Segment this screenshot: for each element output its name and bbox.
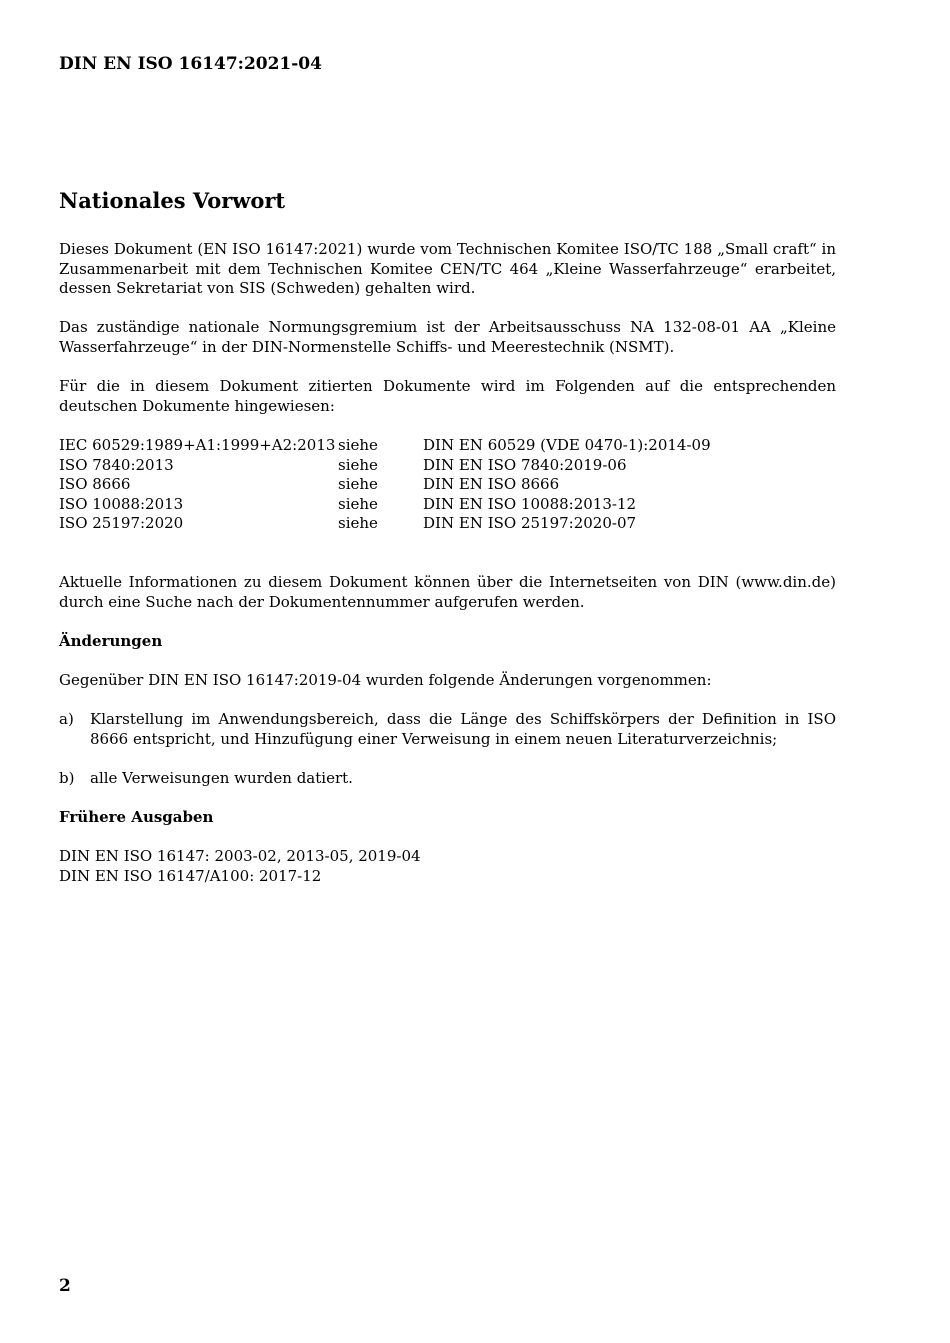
document-page <box>59 0 836 1343</box>
reference-target: DIN EN ISO 25197:2020-07 <box>423 514 637 533</box>
document-body <box>59 240 836 886</box>
paragraph-committee: Dieses Dokument (EN ISO 16147:2021) wurde vom Technischen Komitee ISO/TC 188 „Small craft“ in Zusammenarbeit mit dem Technischen Komitee CEN/TC 464 „Kleine Wasserfahrzeuge“ erarbeitet, dessen Sekretariat von SIS (Schweden) gehalten wird. <box>59 240 836 298</box>
reference-target: DIN EN ISO 7840:2019-06 <box>423 455 627 474</box>
reference-target: DIN EN ISO 10088:2013-12 <box>423 494 637 513</box>
page-number: 2 <box>59 1276 71 1296</box>
previous-editions-heading: Frühere Ausgaben <box>59 808 214 827</box>
list-label: b) <box>59 768 75 787</box>
reference-row <box>59 495 836 515</box>
reference-source: ISO 7840:2013 <box>59 455 174 474</box>
changes-list-item <box>59 769 836 789</box>
reference-source: ISO 25197:2020 <box>59 514 184 533</box>
reference-table <box>59 436 836 534</box>
reference-row <box>59 475 836 495</box>
reference-see: siehe <box>338 494 378 513</box>
changes-intro: Gegenüber DIN EN ISO 16147:2019-04 wurden folgende Änderungen vorgenommen: <box>59 670 712 689</box>
reference-source: IEC 60529:1989+A1:1999+A2:2013 <box>59 435 336 454</box>
reference-source: ISO 8666 <box>59 475 131 494</box>
changes-list-item <box>59 710 836 749</box>
changes-heading: Änderungen <box>59 631 163 650</box>
reference-row <box>59 456 836 476</box>
previous-edition-line: DIN EN ISO 16147/A100: 2017-12 <box>59 866 322 885</box>
list-text: alle Verweisungen wurden datiert. <box>90 768 353 787</box>
previous-edition-line: DIN EN ISO 16147: 2003-02, 2013-05, 2019-04 <box>59 847 421 866</box>
reference-target: DIN EN 60529 (VDE 0470-1):2014-09 <box>423 435 711 454</box>
reference-target: DIN EN ISO 8666 <box>423 475 560 494</box>
reference-source: ISO 10088:2013 <box>59 494 184 513</box>
reference-see: siehe <box>338 514 378 533</box>
reference-row <box>59 514 836 534</box>
reference-see: siehe <box>338 455 378 474</box>
list-label: a) <box>59 710 74 729</box>
list-text: Klarstellung im Anwendungsbereich, dass die Länge des Schiffskörpers der Definition in ISO 8666 entspricht, und Hinzufügung einer Verweisung in einem neuen Literaturverzeichnis; <box>90 710 836 748</box>
page-title: Nationales Vorwort <box>59 188 286 213</box>
document-header: DIN EN ISO 16147:2021-04 <box>59 54 322 74</box>
paragraph-information: Aktuelle Informationen zu diesem Dokument können über die Internetseiten von DIN (www.din.de) durch eine Suche nach der Dokumentennummer aufgerufen werden. <box>59 572 836 611</box>
reference-see: siehe <box>338 435 378 454</box>
paragraph-references-intro: Für die in diesem Dokument zitierten Dokumente wird im Folgenden auf die entsprechenden deutschen Dokumente hingewiesen: <box>59 377 836 415</box>
reference-row <box>59 436 836 456</box>
reference-see: siehe <box>338 475 378 494</box>
paragraph-standards-body: Das zuständige nationale Normungsgremium ist der Arbeitsausschuss NA 132-08-01 AA „Kleine Wasserfahrzeuge“ in der DIN-Normenstelle Schiffs- und Meerestechnik (NSMT). <box>59 318 836 356</box>
